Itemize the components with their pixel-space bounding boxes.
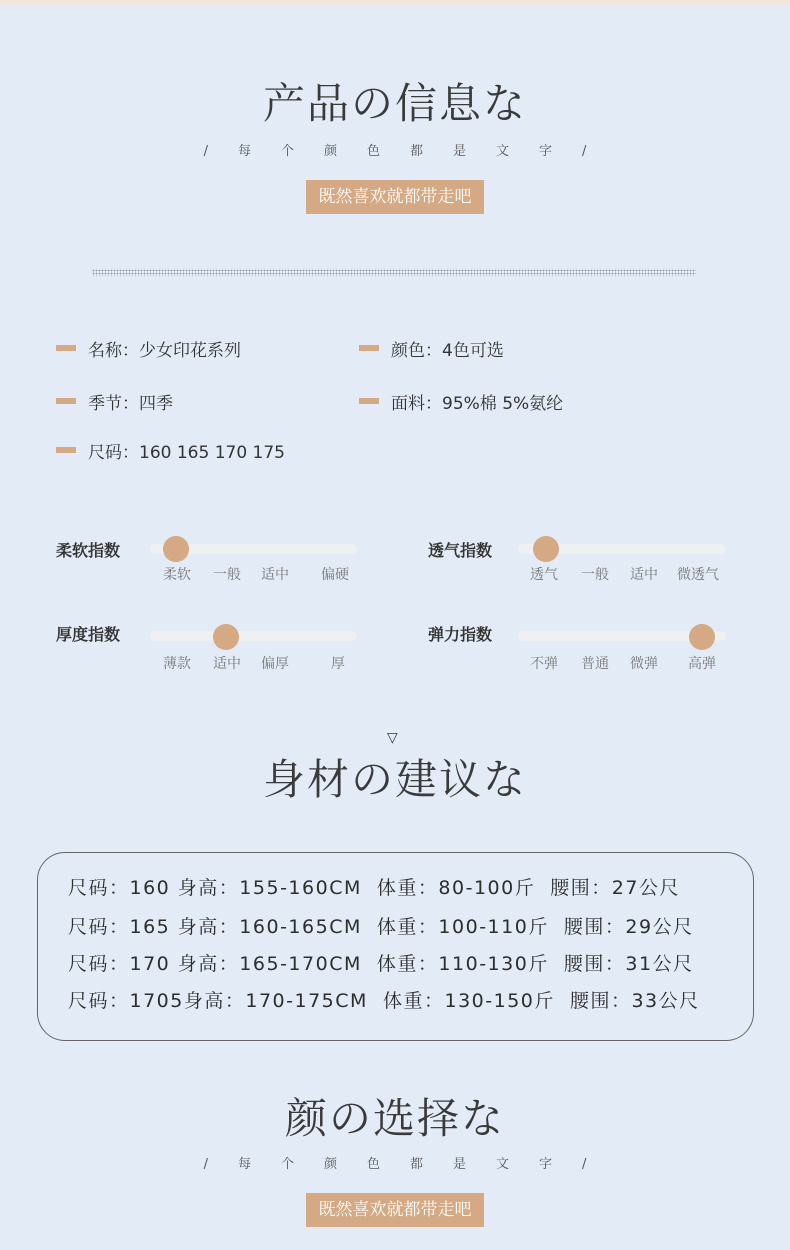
elasticity-tick: 微弹 — [630, 656, 658, 672]
bullet-bar — [56, 398, 76, 404]
top-strip — [0, 0, 790, 5]
info-season — [56, 388, 173, 414]
info-color — [359, 335, 504, 361]
bullet-bar — [359, 345, 379, 351]
info-size-text: 尺码：160 165 170 175 — [88, 442, 286, 463]
thickness-index-label: 厚度指数 — [56, 625, 121, 644]
thickness-tick: 薄款 — [163, 656, 191, 672]
softness-tick: 柔软 — [163, 567, 191, 583]
thickness-tick: 偏厚 — [261, 656, 289, 672]
info-color-text: 颜色：4色可选 — [391, 340, 504, 361]
breathability-tick: 适中 — [630, 567, 658, 583]
breathability-knob — [533, 536, 559, 562]
color-choice-subtitle: /每个颜色都是文字/ — [203, 1157, 617, 1172]
elasticity-knob — [689, 624, 715, 650]
info-season-text: 季节：四季 — [88, 393, 173, 414]
bullet-bar — [56, 447, 76, 453]
dotted-divider — [92, 269, 696, 276]
softness-tick: 适中 — [261, 567, 289, 583]
softness-tick: 一般 — [213, 567, 241, 583]
color-choice-title: 颜の选择な — [284, 1094, 505, 1143]
product-info-tag: 既然喜欢就都带走吧 — [306, 180, 484, 214]
info-fabric — [359, 388, 563, 414]
elasticity-index-label: 弹力指数 — [428, 625, 493, 644]
bullet-bar — [359, 398, 379, 404]
softness-knob — [163, 536, 189, 562]
size-row: 尺码：165 身高：160-165CM 体重：100-110斤 腰围：29公尺 — [68, 916, 694, 938]
thickness-tick: 适中 — [213, 656, 241, 672]
breathability-tick: 微透气 — [677, 567, 719, 583]
elasticity-tick: 高弹 — [688, 656, 716, 672]
body-suggestion-title: 身材の建议な — [262, 755, 527, 804]
size-row: 尺码：160 身高：155-160CM 体重：80-100斤 腰围：27公尺 — [68, 877, 680, 899]
breathability-index-label: 透气指数 — [428, 541, 493, 560]
elasticity-tick: 不弹 — [530, 656, 558, 672]
size-row: 尺码：1705身高：170-175CM 体重：130-150斤 腰围：33公尺 — [68, 990, 700, 1012]
down-triangle-icon: ▽ — [387, 730, 398, 746]
info-name-text: 名称：少女印花系列 — [88, 340, 241, 361]
thickness-knob — [213, 624, 239, 650]
bullet-bar — [56, 345, 76, 351]
softness-index-label: 柔软指数 — [56, 541, 121, 560]
thickness-track — [150, 631, 357, 641]
product-info-subtitle: /每个颜色都是文字/ — [203, 144, 617, 159]
softness-tick: 偏硬 — [321, 567, 349, 583]
product-info-title: 产品の信息な — [262, 79, 527, 128]
size-row: 尺码：170 身高：165-170CM 体重：110-130斤 腰围：31公尺 — [68, 953, 694, 975]
thickness-tick: 厚 — [331, 656, 345, 672]
breathability-tick: 一般 — [581, 567, 609, 583]
elasticity-tick: 普通 — [581, 656, 609, 672]
breathability-tick: 透气 — [530, 567, 558, 583]
info-name — [56, 335, 241, 361]
info-size — [56, 437, 285, 463]
info-fabric-text: 面料：95%棉 5%氨纶 — [391, 393, 564, 414]
color-choice-tag: 既然喜欢就都带走吧 — [306, 1193, 484, 1227]
